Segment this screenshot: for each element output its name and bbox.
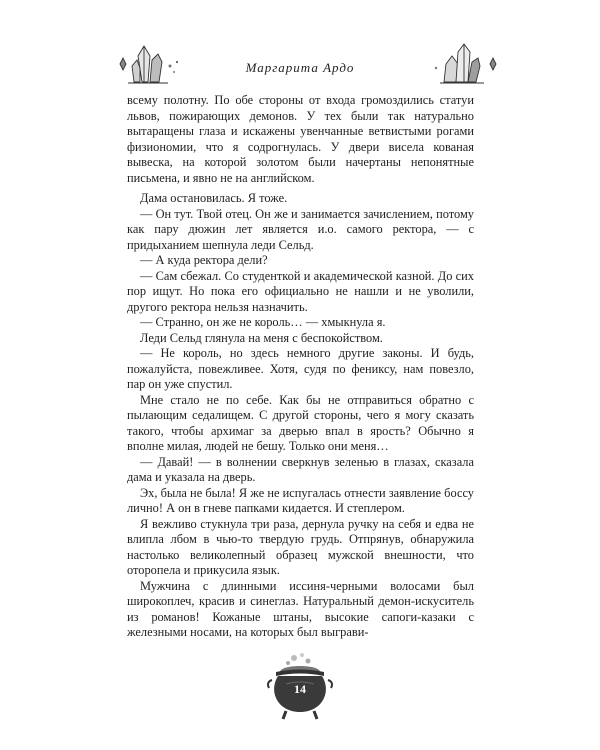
- page-number: 14: [294, 682, 306, 696]
- paragraph: Леди Сельд глянула на меня с беспокойством.: [140, 330, 383, 345]
- author-name: Маргарита Ардо: [245, 60, 355, 75]
- paragraph: — Не король, но здесь немного другие законы. И будь, пожалуйста, повежливее. Хотя, судя по фениксу, нам повезло, пар он уже спустил.: [127, 346, 474, 391]
- paragraph: — Странно, он же не король… — хмыкнула я.: [140, 315, 386, 329]
- paragraph: Мужчина с длинными иссиня-черными волосами был широкоплеч, красив и синеглаз. Натуральный демон-искуситель из романов! Кожаные штаны, высокие сапоги-казаки с железными носами, на которых был выграви-: [127, 578, 474, 639]
- crystal-icon-right: [430, 42, 500, 86]
- paragraph: — Давай! — в волнении сверкнув зеленью в глазах, сказала дама и указала на дверь.: [127, 454, 474, 484]
- paragraph: Дама остановилась. Я тоже.: [140, 191, 288, 205]
- running-header: [0, 40, 600, 100]
- paragraph: — Сам сбежал. Со студенткой и академической казной. До сих пор ищут. Но пока его официально не нашли и не уволили, другого ректора нельзя назначить.: [127, 268, 474, 314]
- page-body-text: [127, 93, 474, 641]
- paragraph: — Он тут. Твой отец. Он же и занимается зачислением, потому как пару дюжин лет является и.о. самого ректора, — с придыханием шепнула леди Сельд.: [127, 206, 474, 252]
- paragraph: всему полотну. По обе стороны от входа громоздились статуи львов, пожирающих демонов. У тех были так натурально вытаращены глаза и искажены увенчанные ветвистыми рогами физиономии, что я содрогнулась. У двери висела кованая вывеска, на которой золотом были начертаны непонятные письмена, и явно не на английском.: [127, 93, 474, 185]
- page-footer: [250, 652, 350, 722]
- paragraph: — А куда ректора дели?: [140, 253, 268, 267]
- paragraph: Мне стало не по себе. Как бы не отправиться обратно с пылающим седалищем. С другой стороны, чего я могу сказать такого, чтобы архимаг за дверью впал в ярость? Обычно я вполне милая, людей не бешу. Только они меня…: [127, 392, 474, 453]
- paragraph: Эх, была не была! Я же не испугалась отнести заявление боссу лично! А он в гневе папками кидается. И степлером.: [127, 485, 474, 515]
- paragraph: Я вежливо стукнула три раза, дернула ручку на себя и едва не влипла лбом в чью-то твердую грудь. Отпрянув, обнаружила настолько великолепный образец мужской внешности, что оторопела и прикусила язык.: [127, 516, 474, 577]
